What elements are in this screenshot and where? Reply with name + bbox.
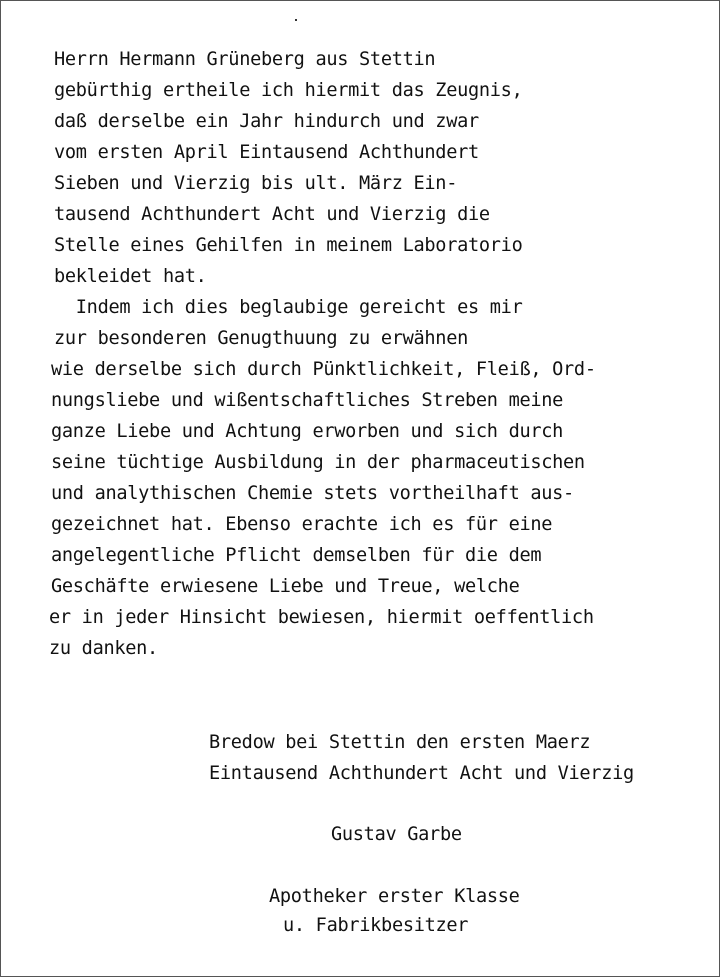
body-line: wie derselbe sich durch Pünktlichkeit, Fleiß, Ord- xyxy=(51,359,596,380)
body-line: angelegentliche Pflicht demselben für die dem xyxy=(51,545,542,566)
body-line: gebürthig ertheile ich hiermit das Zeugnis, xyxy=(54,80,523,101)
place-date-line: Bredow bei Stettin den ersten Maerz xyxy=(209,732,591,753)
body-line: bekleidet hat. xyxy=(54,266,207,287)
body-line: zu danken. xyxy=(49,638,158,659)
body-line: Stelle eines Gehilfen in meinem Laboratorio xyxy=(54,235,523,256)
speck-mark xyxy=(295,19,297,21)
signer-title: u. Fabrikbesitzer xyxy=(283,915,469,936)
body-line: und analythischen Chemie stets vortheilhaft aus- xyxy=(51,483,574,504)
body-line: tausend Achthundert Acht und Vierzig die xyxy=(54,204,490,225)
body-line: gezeichnet hat. Ebenso erachte ich es für eine xyxy=(51,514,553,535)
body-line: Geschäfte erwiesene Liebe und Treue, welche xyxy=(51,576,520,597)
body-line: zur besonderen Genugthuung zu erwähnen xyxy=(54,328,468,349)
body-line: Indem ich dies beglaubige gereicht es mir xyxy=(54,297,523,318)
body-line: ganze Liebe und Achtung erworben und sich durch xyxy=(51,421,564,442)
signer-title: Apotheker erster Klasse xyxy=(269,886,520,907)
body-line: Sieben und Vierzig bis ult. März Ein- xyxy=(54,173,458,194)
place-date-line: Eintausend Achthundert Acht und Vierzig xyxy=(209,763,634,784)
body-line: er in jeder Hinsicht bewiesen, hiermit oeffentlich xyxy=(49,607,594,628)
body-line: daß derselbe ein Jahr hindurch und zwar xyxy=(54,111,479,132)
signature-name: Gustav Garbe xyxy=(331,824,462,845)
body-line: Herrn Hermann Grüneberg aus Stettin xyxy=(54,49,436,70)
body-line: vom ersten April Eintausend Achthundert xyxy=(54,142,479,163)
body-line: seine tüchtige Ausbildung in der pharmaceutischen xyxy=(51,452,585,473)
body-line: nungsliebe und wißentschaftliches Streben meine xyxy=(51,390,564,411)
